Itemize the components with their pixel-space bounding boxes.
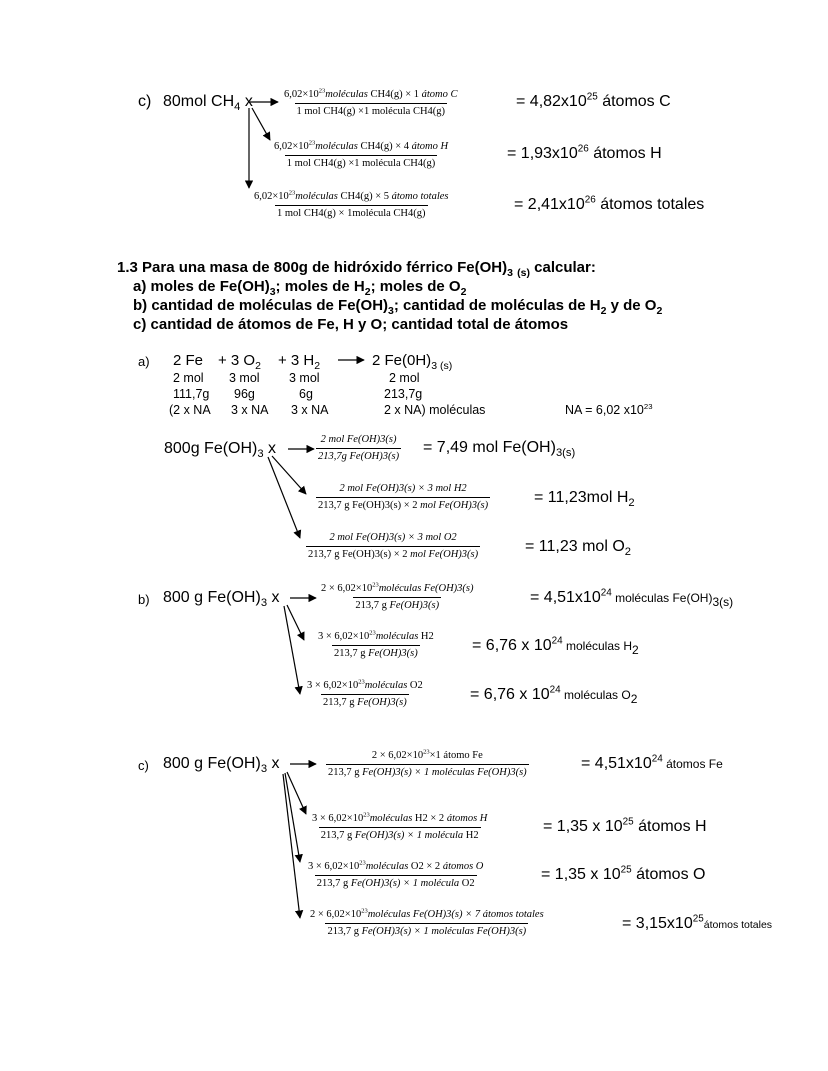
- arrow-b-3: [284, 606, 300, 694]
- arrow-c2-3: [285, 773, 300, 862]
- c1-fraction-1: $6,02\times 10^{23}moléculas$ CH4(g) × 1 átomo C 1 mol CH4(g) ×1 molécula CH4(g): [284, 87, 458, 117]
- grams-h2: 6g: [299, 387, 313, 401]
- c1-result-2: = $1,93x10^{26}$ átomos H: [507, 143, 662, 162]
- grams-o2: 96g: [234, 387, 255, 401]
- b-lead: 800 g $Fe(OH)_3$ x: [163, 589, 280, 610]
- problem-line-3: b) cantidad de moléculas de $Fe(OH)_3$; cantidad de moléculas de $H_2$ y de $O_2$: [133, 297, 663, 317]
- c2-fraction-1: $2 \times 6,02\times 10^{23}\times 1$ átomo Fe 213,7 g Fe(OH)3(s) × 1 moléculas Fe(OH)3(s): [328, 748, 527, 778]
- c2-fraction-2: $3 \times 6,02\times 10^{23}moléculas$ H2 × 2 átomos H 213,7 g Fe(OH)3(s) × 1 molécula H2: [312, 811, 488, 841]
- a-fraction-1: 2 mol Fe(OH)3(s) 213,7g Fe(OH)3(s): [318, 434, 400, 462]
- grams-product: 213,7g: [384, 387, 423, 401]
- c1-fraction-2: $6,02\times 10^{23}moléculas$ CH4(g) × 4 átomo H 1 mol CH4(g) ×1 molécula CH4(g): [274, 139, 449, 169]
- arrow-a-2: [272, 456, 306, 494]
- na-fe: (2 x NA: [169, 403, 211, 417]
- c2-result-2: = 1,35 x $10^{25}$ átomos H: [543, 816, 707, 835]
- reaction-product: 2 $Fe(0H)_{3 (s)}$: [372, 352, 453, 372]
- b-fraction-1: $2 \times 6,02\times 10^{23}moléculas$ Fe(OH)3(s) 213,7 g Fe(OH)3(s): [321, 581, 474, 611]
- c1-lead: 80mol $CH_4$ x: [163, 93, 253, 114]
- problem-line-4: c) cantidad de átomos de Fe, H y O; cantidad total de átomos: [133, 316, 569, 333]
- moles-h2: 3 mol: [289, 371, 320, 385]
- b-fraction-2: $3 \times 6,02\times 10^{23}moléculas$ H2 213,7 g Fe(OH)3(s): [318, 629, 434, 659]
- b-label: b): [138, 592, 150, 607]
- reaction-h2: + 3 $H_2$: [278, 352, 321, 372]
- na-h2: 3 x NA: [291, 403, 329, 417]
- b-fraction-3: $3 \times 6,02\times 10^{23}moléculas$ O2 213,7 g Fe(OH)3(s): [307, 678, 423, 708]
- c2-label: c): [138, 758, 149, 773]
- b-result-2: = 6,76 x $10^{24}$ moléculas $H_2$: [472, 635, 639, 658]
- c1-result-3: = $2,41x10^{26}$ átomos totales: [514, 194, 705, 213]
- a-result-1: = 7,49 mol $Fe(OH)_{3(s)}$: [423, 439, 576, 460]
- grams-fe: 111,7g: [173, 387, 210, 401]
- a-lead: 800g $Fe(OH)_3$ x: [164, 440, 277, 461]
- avogadro-constant: NA = 6,02 $x10^{23}$: [565, 401, 653, 417]
- a-fraction-3: 2 mol Fe(OH)3(s) × 3 mol O2 213,7 g Fe(OH)3(s) × 2 mol Fe(OH)3(s): [308, 532, 479, 560]
- c1-label: c): [138, 93, 152, 110]
- c2-result-1: = $4,51x10^{24}$ átomos Fe: [581, 753, 723, 772]
- reaction-label: a): [138, 354, 150, 369]
- c2-result-4: = $3,15x10^{25}átomos$ totales: [622, 913, 773, 932]
- moles-fe: 2 mol: [173, 371, 204, 385]
- reaction-fe: 2 Fe: [173, 352, 204, 369]
- c2-lead: 800 g $Fe(OH)_3$ x: [163, 755, 280, 776]
- arrow-c1-2: [252, 108, 270, 140]
- a-fraction-2: 2 mol Fe(OH)3(s) × 3 mol H2 213,7 g Fe(OH)3(s) × 2 mol Fe(OH)3(s): [318, 483, 489, 511]
- b-result-1: = $4,51x10^{24}$ moléculas $Fe(OH)_{3(s)}$: [530, 587, 734, 610]
- c2-result-3: = 1,35 x $10^{25}$ átomos O: [541, 864, 706, 883]
- arrow-c2-2: [287, 772, 306, 814]
- reaction-o2: + 3 $O_2$: [218, 352, 261, 372]
- na-o2: 3 x NA: [231, 403, 269, 417]
- a-result-2: = 11,23mol $H_2$: [534, 489, 635, 510]
- problem-line-2: a) moles de $Fe(OH)_3$; moles de $H_2$; moles de $O_2$: [133, 278, 467, 298]
- problem-line-1: 1.3 Para una masa de 800g de hidróxido férrico $Fe(OH)_3$ $_{(s)}$ calcular:: [117, 259, 596, 279]
- c2-fraction-3: $3 \times 6,02\times 10^{23}moléculas$ O2 × 2 átomos O 213,7 g Fe(OH)3(s) × 1 molécula O2: [308, 859, 484, 889]
- moles-o2: 3 mol: [229, 371, 260, 385]
- a-result-3: = 11,23 mol $O_2$: [525, 538, 631, 559]
- na-product: 2 x NA) moléculas: [384, 403, 486, 417]
- moles-product: 2 mol: [389, 371, 420, 385]
- c2-fraction-4: $2 \times 6,02\times 10^{23}moléculas$ Fe(OH)3(s) × 7 átomos totales 213,7 g Fe(OH)3(s) × 1 moléculas Fe(OH)3(s): [310, 907, 544, 937]
- c1-fraction-3: $6,02\times 10^{23}moléculas$ CH4(g) × 5 átomo totales 1 mol CH4(g) × 1molécula CH4(g): [254, 189, 449, 219]
- c1-result-1: = $4,82x10^{25}$ átomos C: [516, 91, 671, 110]
- b-result-3: = 6,76 x $10^{24}$ moléculas $O_2$: [470, 684, 638, 707]
